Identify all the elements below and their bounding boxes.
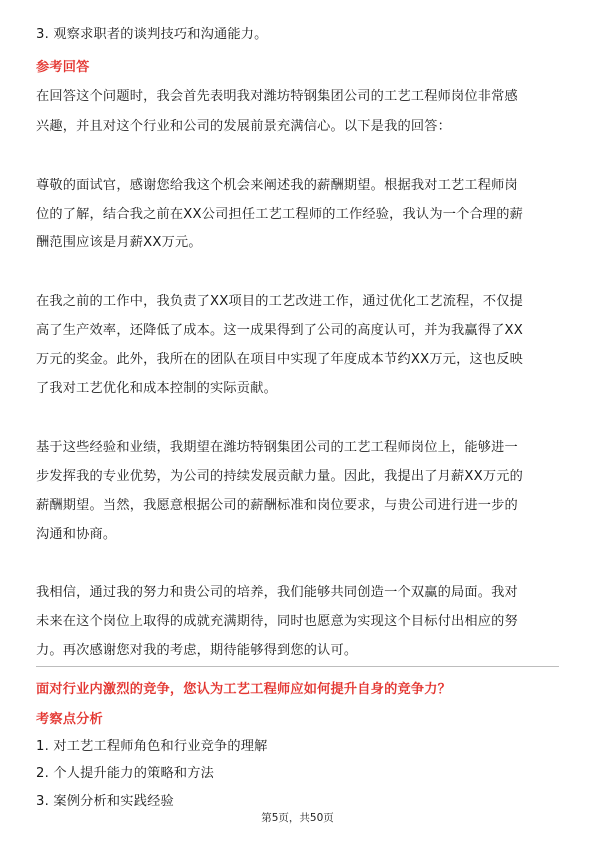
paragraph-line: 了我对工艺优化和成本控制的实际贡献。 [36,381,277,396]
paragraph-line: 薪酬期望。当然，我愿意根据公司的薪酬标准和岗位要求，与贵公司进行进一步的 [36,498,518,513]
paragraph-line: 位的了解，结合我之前在XX公司担任工艺工程师的工作经验，我认为一个合理的薪 [36,207,524,222]
intro-line: 在回答这个问题时，我会首先表明我对潍坊特钢集团公司的工艺工程师岗位非常感 [36,89,518,104]
paragraph-line: 高了生产效率，还降低了成本。这一成果得到了公司的高度认可，并为我赢得了XX [36,323,524,338]
paragraph-line: 万元的奖金。此外，我所在的团队在项目中实现了年度成本节约XX万元，这也反映 [36,352,524,367]
analysis-point: 3. 案例分析和实践经验 [36,794,174,809]
top-point-item: 3. 观察求职者的谈判技巧和沟通能力。 [36,27,268,42]
paragraph-line: 力。再次感谢您对我的考虑，期待能够得到您的认可。 [36,643,358,658]
paragraph-line: 沟通和协商。 [36,527,117,542]
analysis-heading: 考察点分析 [36,712,103,727]
paragraph-line: 步发挥我的专业优势，为公司的持续发展贡献力量。因此，我提出了月薪XX万元的 [36,469,524,484]
paragraph-line: 酬范围应该是月薪XX万元。 [36,235,202,250]
paragraph-line: 尊敬的面试官，感谢您给我这个机会来阐述我的薪酬期望。根据我对工艺工程师岗 [36,178,518,193]
paragraph-line: 基于这些经验和业绩，我期望在潍坊特钢集团公司的工艺工程师岗位上，能够进一 [36,440,518,455]
section-divider [36,666,559,667]
paragraph-line: 在我之前的工作中，我负责了XX项目的工艺改进工作，通过优化工艺流程，不仅提 [36,294,524,309]
page-number-footer: 第5页，共50页 [261,812,334,824]
question-heading: 面对行业内激烈的竞争，您认为工艺工程师应如何提升自身的竞争力？ [36,682,452,697]
answer-heading: 参考回答 [36,60,90,75]
paragraph-line: 我相信，通过我的努力和贵公司的培养，我们能够共同创造一个双赢的局面。我对 [36,585,518,600]
analysis-point: 2. 个人提升能力的策略和方法 [36,766,215,781]
analysis-point: 1. 对工艺工程师角色和行业竞争的理解 [36,739,268,754]
intro-line: 兴趣，并且对这个行业和公司的发展前景充满信心。以下是我的回答： [36,119,452,134]
paragraph-line: 未来在这个岗位上取得的成就充满期待，同时也愿意为实现这个目标付出相应的努 [36,614,518,629]
